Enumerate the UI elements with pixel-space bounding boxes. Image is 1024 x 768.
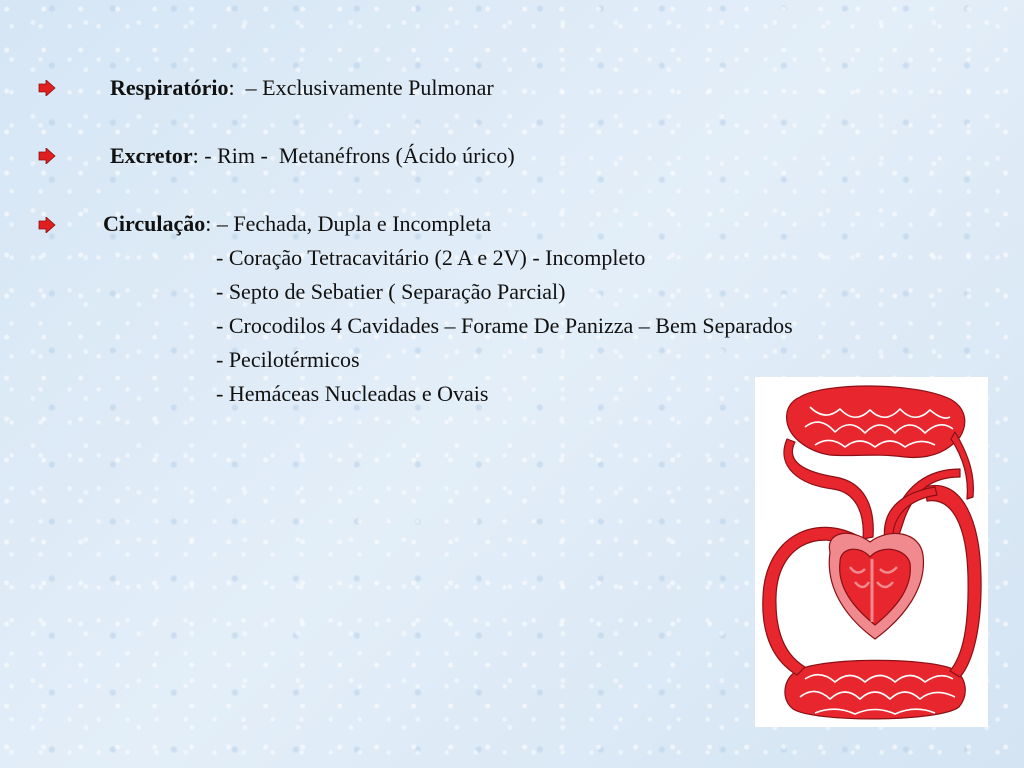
double-circulation-illustration <box>755 377 988 727</box>
item-text: - Rim - Metanéfrons (Ácido úrico) <box>198 143 515 168</box>
bullet-arrow-icon <box>38 217 56 233</box>
item-excretor: Excretor: - Rim - Metanéfrons (Ácido úrico) <box>110 143 515 168</box>
sub-item: - Hemáceas Nucleadas e Ovais <box>216 381 489 406</box>
circulation-diagram <box>755 377 988 727</box>
bullet-arrow-icon <box>38 80 56 96</box>
sub-item: - Crocodilos 4 Cavidades – Forame De Panizza – Bem Separados <box>216 313 793 338</box>
item-label: Excretor <box>110 143 193 168</box>
item-text: – Fechada, Dupla e Incompleta <box>211 211 492 236</box>
item-respiratorio: Respiratório: – Exclusivamente Pulmonar <box>110 75 494 100</box>
sub-item: - Coração Tetracavitário (2 A e 2V) - Incompleto <box>216 245 646 270</box>
item-circulacao: Circulação: – Fechada, Dupla e Incompleta <box>103 211 492 236</box>
sub-item: - Septo de Sebatier ( Separação Parcial) <box>216 279 566 304</box>
bullet-arrow-icon <box>38 148 56 164</box>
item-label: Circulação <box>103 211 206 236</box>
item-label: Respiratório <box>110 75 229 100</box>
item-text: – Exclusivamente Pulmonar <box>234 75 494 100</box>
sub-item: - Pecilotérmicos <box>216 347 360 372</box>
